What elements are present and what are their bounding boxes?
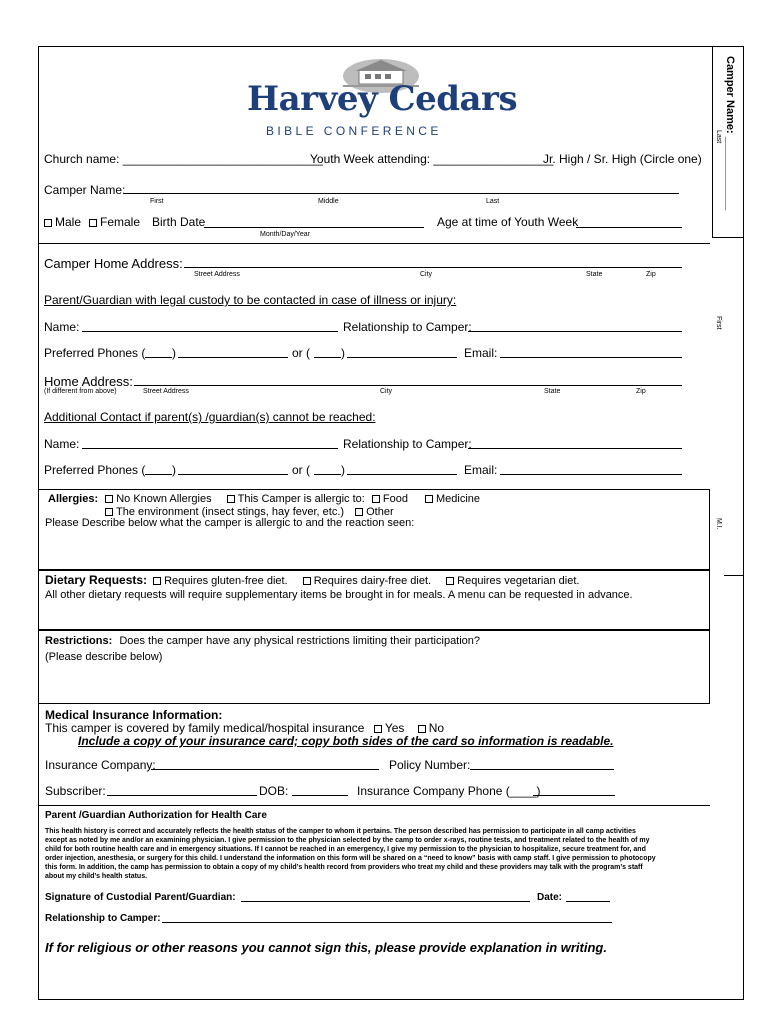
vegetarian-checkbox[interactable]	[446, 577, 454, 585]
age-label: Age at time of Youth Week	[437, 215, 579, 229]
authorization-line-3: child for both routine health care and in emergency situations. If I cannot be reached in an emergency, I give my permission to the physician to hospitalize, secure treatment for, and	[45, 846, 646, 853]
insurance-yes-label: Yes	[384, 721, 405, 735]
additional-phones-close: )	[172, 463, 176, 477]
logo-subtitle: BIBLE CONFERENCE	[266, 124, 442, 138]
male-option[interactable]	[44, 215, 81, 229]
guardian-phone1-field[interactable]	[178, 357, 288, 358]
birth-date-hint: Month/Day/Year	[260, 231, 310, 238]
additional-or-label: or (	[292, 463, 310, 477]
auth-relationship-field[interactable]	[162, 922, 612, 923]
guardian-name-label: Name:	[44, 320, 80, 334]
guardian-phone2-area[interactable]	[314, 357, 341, 358]
guardian-relationship-field[interactable]	[468, 331, 682, 332]
restrictions-label: Restrictions:	[45, 635, 113, 647]
guardian-city-hint: City	[380, 388, 393, 395]
additional-relationship-label: Relationship to Camper:	[343, 437, 472, 451]
guardian-phone1-area[interactable]	[145, 357, 172, 358]
church-name-label[interactable]: Church name: ______________________________	[44, 152, 323, 166]
allergies-row	[48, 493, 480, 506]
authorization-line-1: This health history is correct and accurately reflects the health status of the camper to whom it pertains. The person described has permission to participate in all camp activities	[45, 828, 636, 835]
camper-last-hint: Last	[486, 198, 500, 205]
restrictions-describe: (Please describe below)	[45, 651, 163, 663]
restrictions-row	[45, 635, 480, 648]
side-tab-mi: M.I.	[715, 518, 722, 530]
insurance-phone-field[interactable]	[533, 795, 615, 796]
logo-title: Harvey Cedars	[247, 79, 518, 119]
insurance-no-label: No	[428, 721, 445, 735]
address-state-hint: State	[586, 271, 603, 278]
side-tab-first: First	[715, 316, 722, 330]
additional-phone1-area[interactable]	[145, 474, 172, 475]
gluten-free-checkbox[interactable]	[153, 577, 161, 585]
guardian-phones-label: Preferred Phones (	[44, 346, 146, 360]
guardian-state-hint: State	[544, 388, 561, 395]
restrictions-question: Does the camper have any physical restrictions limiting their participation?	[119, 635, 481, 647]
medicine-checkbox[interactable]	[425, 495, 433, 503]
insurance-phone-label: Insurance Company Phone (____)	[357, 784, 541, 798]
environment-checkbox[interactable]	[105, 508, 113, 516]
no-allergies-checkbox[interactable]	[105, 495, 113, 503]
youth-week-label[interactable]: Youth Week attending: __________________	[310, 152, 554, 166]
guardian-phone2-field[interactable]	[347, 357, 457, 358]
birth-date-field[interactable]	[204, 227, 424, 228]
dietary-row	[45, 573, 579, 588]
female-label: Female	[100, 215, 141, 229]
address-street-hint: Street Address	[194, 271, 240, 278]
food-label: Food	[382, 493, 408, 505]
dob-label: DOB:	[259, 784, 289, 798]
home-address-label: Camper Home Address:	[44, 256, 183, 271]
guardian-or-close: )	[341, 346, 345, 360]
male-checkbox[interactable]	[44, 219, 52, 227]
additional-phone2-area[interactable]	[314, 474, 341, 475]
insurance-covered-label: This camper is covered by family medical/hospital insurance	[45, 721, 365, 735]
insurance-covered-row	[45, 721, 444, 735]
signature-label: Signature of Custodial Parent/Guardian:	[45, 892, 236, 903]
medicine-label: Medicine	[436, 493, 481, 505]
side-tab-title: Camper Name: ____________	[724, 56, 736, 211]
additional-email-label: Email:	[464, 463, 498, 477]
guardian-zip-hint: Zip	[636, 388, 646, 395]
allergy-describe-label: Please Describe below what the camper is allergic to and the reaction seen:	[45, 517, 415, 529]
guardian-email-label: Email:	[464, 346, 498, 360]
guardian-home-hint: (If different from above)	[44, 388, 117, 395]
home-address-field[interactable]	[184, 267, 682, 268]
camper-first-hint: First	[150, 198, 164, 205]
side-tab-tick	[724, 575, 744, 576]
policy-number-field[interactable]	[470, 769, 614, 770]
address-city-hint: City	[420, 271, 433, 278]
allergies-label: Allergies:	[48, 493, 99, 505]
insurance-no-checkbox[interactable]	[418, 725, 426, 733]
guardian-phones-close: )	[172, 346, 176, 360]
authorization-line-5: this form. In addition, the camp has permission to obtain a copy of my child’s health record from providers who treat my child and these providers may talk with the program’s staff	[45, 864, 643, 871]
subscriber-label: Subscriber:	[45, 784, 106, 798]
insurance-copy-note: Include a copy of your insurance card; copy both sides of the card so information is readable.	[78, 734, 614, 748]
authorization-heading: Parent /Guardian Authorization for Health Care	[45, 810, 267, 821]
guardian-relationship-label: Relationship to Camper:	[343, 320, 472, 334]
authorization-line-2: except as noted by me and/or an examining physician. I give permission to the physician selected by the camp to order x-rays, routine tests, and treatment related to the health of my	[45, 837, 650, 844]
guardian-home-label: Home Address:	[44, 374, 133, 389]
allergic-checkbox[interactable]	[227, 495, 235, 503]
grade-choice[interactable]: Jr. High / Sr. High (Circle one)	[543, 152, 702, 166]
guardian-heading: Parent/Guardian with legal custody to be contacted in case of illness or injury:	[44, 293, 457, 307]
additional-phones-label: Preferred Phones (	[44, 463, 146, 477]
food-checkbox[interactable]	[372, 495, 380, 503]
other-allergy-label: Other	[366, 506, 394, 518]
guardian-home-field[interactable]	[134, 385, 682, 386]
insurance-heading: Medical Insurance Information:	[45, 708, 223, 722]
divider	[38, 243, 710, 244]
authorization-line-4: order injection, anesthesia, or surgery for this child. I understand the information on this form will be shared on a “need to know” basis with camp staff. I give permission to photocopy	[45, 855, 656, 862]
additional-or-close: )	[341, 463, 345, 477]
additional-phone1-field[interactable]	[178, 474, 288, 475]
signature-field[interactable]	[241, 901, 530, 902]
guardian-email-field[interactable]	[500, 357, 682, 358]
insurance-company-label: Insurance Company:	[45, 758, 156, 772]
subscriber-field[interactable]	[107, 795, 257, 796]
dob-field[interactable]	[292, 795, 348, 796]
additional-name-field[interactable]	[82, 448, 338, 449]
signature-date-field[interactable]	[566, 901, 610, 902]
divider	[38, 805, 710, 806]
allergic-label: This Camper is allergic to:	[237, 493, 365, 505]
religious-note: If for religious or other reasons you cannot sign this, please provide explanation in writing.	[45, 940, 607, 955]
other-allergy-checkbox[interactable]	[355, 508, 363, 516]
no-allergies-label: No Known Allergies	[116, 493, 212, 505]
environment-label: The environment (insect stings, hay fever, etc.)	[116, 506, 345, 518]
guardian-or-label: or (	[292, 346, 310, 360]
dairy-free-checkbox[interactable]	[303, 577, 311, 585]
additional-phone2-field[interactable]	[347, 474, 457, 475]
guardian-name-field[interactable]	[82, 331, 338, 332]
signature-date-label: Date:	[537, 892, 563, 903]
dietary-note: All other dietary requests will require supplementary items be brought in for meals. A menu can be requested in advance.	[45, 589, 633, 601]
authorization-line-6: about my child’s health status.	[45, 873, 148, 880]
additional-heading: Additional Contact if parent(s) /guardian(s) cannot be reached:	[44, 410, 376, 424]
camper-name-label: Camper Name:	[44, 183, 126, 197]
female-option[interactable]	[89, 215, 140, 229]
camper-middle-hint: Middle	[318, 198, 339, 205]
address-zip-hint: Zip	[646, 271, 656, 278]
vegetarian-label: Requires vegetarian diet.	[457, 575, 580, 587]
age-field[interactable]	[576, 227, 682, 228]
gluten-free-label: Requires gluten-free diet.	[164, 575, 288, 587]
dairy-free-label: Requires dairy-free diet.	[313, 575, 432, 587]
policy-number-label: Policy Number:	[389, 758, 471, 772]
insurance-company-field[interactable]	[151, 769, 379, 770]
auth-relationship-label: Relationship to Camper:	[45, 913, 161, 924]
additional-email-field[interactable]	[500, 474, 682, 475]
additional-relationship-field[interactable]	[468, 448, 682, 449]
female-checkbox[interactable]	[89, 219, 97, 227]
male-label: Male	[55, 215, 82, 229]
side-tab-last: Last	[715, 130, 722, 144]
birth-date-label: Birth Date	[152, 215, 206, 229]
additional-name-label: Name:	[44, 437, 80, 451]
insurance-yes-checkbox[interactable]	[374, 725, 382, 733]
camper-name-field[interactable]	[124, 193, 679, 194]
dietary-label: Dietary Requests:	[45, 573, 148, 587]
guardian-street-hint: Street Address	[143, 388, 189, 395]
